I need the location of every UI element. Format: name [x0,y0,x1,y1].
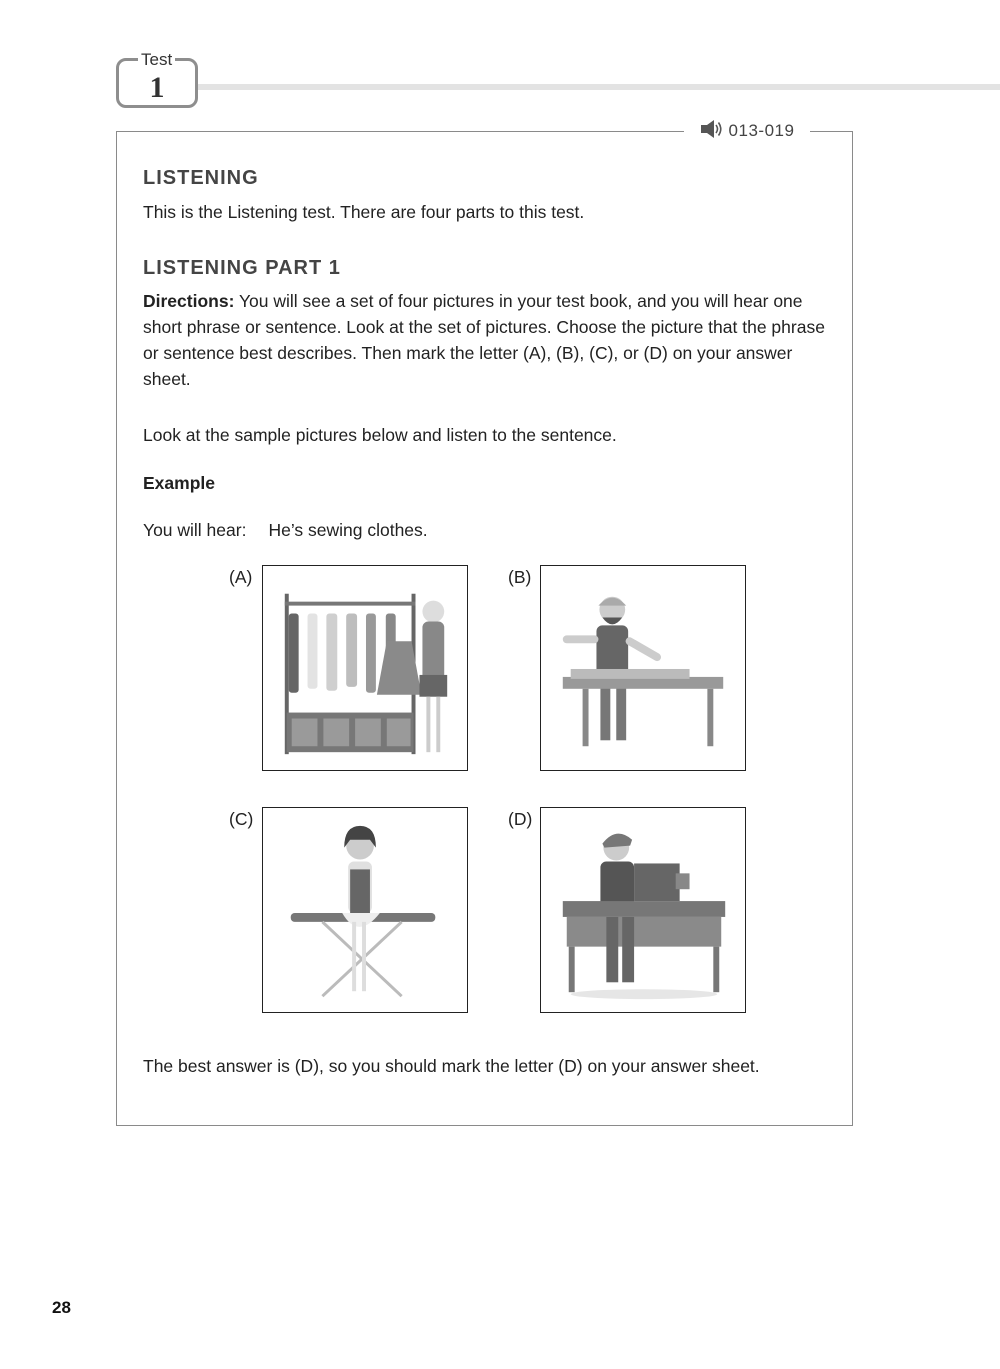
test-number: 1 [149,71,165,104]
example-title: Example [143,473,215,493]
you-will-hear [143,517,428,543]
option-b-picture [540,565,746,771]
speaker-icon [700,119,724,144]
test-label: Test [138,50,175,70]
man-at-table-illustration [541,566,745,770]
you-will-hear-text: He’s sewing clothes. [268,520,428,540]
option-d-picture [540,807,746,1013]
track-code: 013-019 [728,121,795,140]
header-rule [198,84,1000,90]
option-a-letter: (A) [229,567,253,587]
option-c-letter: (C) [229,809,254,829]
section-title: LISTENING [143,167,259,189]
answer-statement: The best answer is (D), so you should mark the letter (D) on your answer sheet. [143,1056,760,1076]
sample-instruction: Look at the sample pictures below and listen to the sentence. [143,425,617,445]
option-d-letter: (D) [508,809,533,829]
directions-text: You will see a set of four pictures in your test book, and you will hear one short phrase or sentence. Look at the set of pictures. Choose the picture that the phrase or sentence best describes. Then mark the letter (A), (B), (C), or (D) on your answer sheet. [143,291,825,389]
option-c-picture [262,807,468,1013]
clothing-rack-illustration [263,566,467,770]
option-b-letter: (B) [508,567,532,587]
directions [143,288,833,392]
directions-label: Directions: [143,291,235,311]
man-sewing-illustration [541,808,745,1012]
you-will-hear-label: You will hear: [143,520,247,540]
part-title: LISTENING PART 1 [143,257,341,279]
woman-ironing-illustration [263,808,467,1012]
page-number: 28 [52,1298,71,1317]
option-a-picture [262,565,468,771]
audio-track [684,120,810,142]
section-intro: This is the Listening test. There are four parts to this test. [143,202,585,222]
